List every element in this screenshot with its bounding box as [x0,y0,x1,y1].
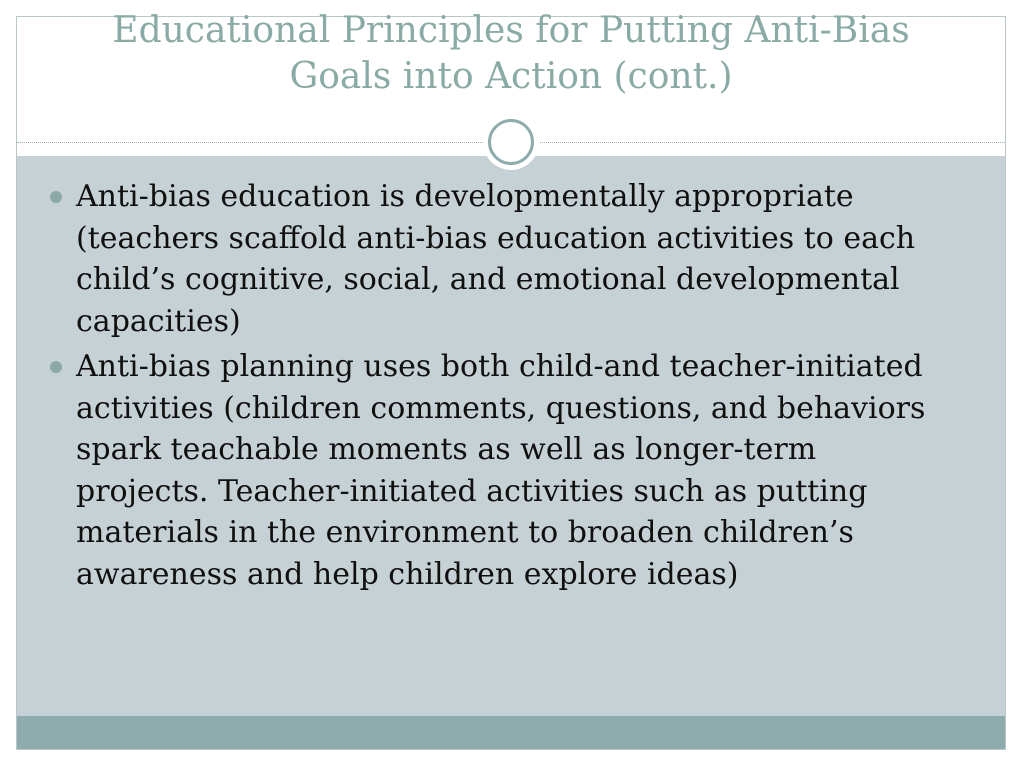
footer-band [17,716,1005,749]
slide-title [16,0,1006,100]
bullet-text-2: Anti-bias planning uses both child-and teacher-initiated activities (children comments, questions, and behaviors spark teachable moments as well as longer-term projects. Teacher-initiated activities such as putting materials in the environment to broaden children’s awareness and help children explore ideas) [76,349,926,592]
bullet-dot-icon [50,191,62,203]
title-line-1: Educational Principles for Putting Anti-Bias [112,10,910,51]
bullet-text-1: Anti-bias education is developmentally appropriate (teachers scaffold anti-bias education activities to each child’s cognitive, social, and emotional developmental capacities) [76,179,916,339]
bullet-dot-icon [50,361,62,373]
title-line-2: Goals into Action (cont.) [289,56,733,97]
ornament-ring [488,119,534,165]
bullet-item-2 [46,346,946,595]
circle-ornament-icon [483,114,539,170]
bullet-item-1 [46,176,946,342]
bullet-list [46,176,946,599]
